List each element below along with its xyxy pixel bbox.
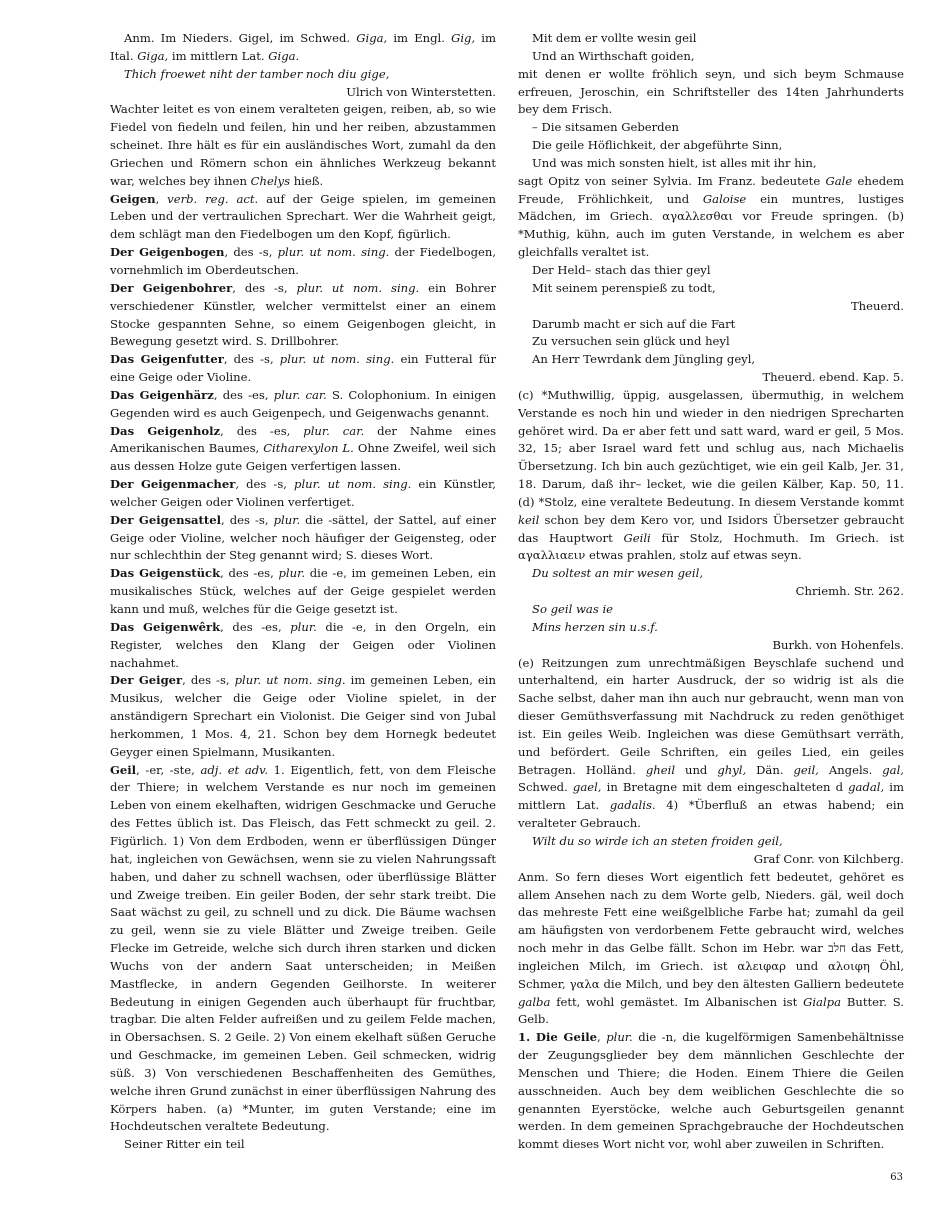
verse-line: Die geile Höflichkeit, der abgeführte Sinn, <box>532 138 783 153</box>
left-column <box>110 30 496 1154</box>
verse-line: An Herr Tewrdank dem Jüngling geyl, <box>532 352 756 367</box>
verse-line: Mit dem er vollte wesin geil <box>532 31 697 45</box>
verse-quote: So geil was ie <box>532 602 614 616</box>
entry-geigenmacher: Der Geigenmacher, des -s, plur. ut nom. sing. ein Künstler, welcher Geigen oder Violinen verfertiget. <box>110 477 496 509</box>
headword: Geil <box>110 762 137 777</box>
entry-geigensattel: Der Geigensattel, des -s, plur. die -sättel, der Sattel, auf einer Geige oder Violine, welcher noch häufiger der Geigensteg, oder nur schlechthin der Steg genannt wird; S. dieses Wort. <box>110 512 496 563</box>
verse-line: Zu versuchen sein glück und heyl <box>532 334 730 349</box>
etymology-note: Anm. Im Nieders. Gigel, im Schwed. Giga, im Engl. Gig, im Ital. Giga, im mittlern Lat. Giga. <box>110 31 496 63</box>
paragraph: mit denen er wollte fröhlich seyn, und sich beym Schmause erfreuen, Jeroschin, ein Schriftsteller des 14ten Jahrhunderts bey dem Frisch. <box>518 66 904 117</box>
verse-quote: Wilt du so wirde ich an steten froiden geil, <box>532 833 783 848</box>
verse-quote: Du soltest an mir wesen geil, <box>532 566 704 581</box>
verse-line: Und an Wirthschaft goiden, <box>532 48 695 63</box>
verse-line: Und was mich sonsten hielt, ist alles mit ihr hin, <box>532 155 817 170</box>
right-column <box>518 30 904 1154</box>
paragraph: (e) Reitzungen zum unrechtmäßigen Beyschlafe suchend und unterhaltend, ein harter Ausdruck, der so widrig ist als die Sache selbst, daher man ihn auch nur gebraucht, wenn man von dieser Gemüthsverfassung mit Nachdruck zu reden genöthiget ist. Ein geiles Weib. Ingleichen was diese Gemüthsart verräth, und befördert. Geile Schriften, ein geiles Lied, ein geiles Betragen. Holländ. gheil und ghyl, Dän. geil, Angels. gal, Schwed. gael, in Bretagne mit dem eingeschalteten d gadal, im mittlern Lat. gadalis. 4) *Überfluß an etwas habend; ein veralteter Gebrauch. <box>518 655 904 831</box>
headword: Das Geigenholz <box>110 423 221 438</box>
headword: Das Geigenfutter <box>110 352 224 367</box>
verse-source: Ulrich von Winterstetten. <box>346 84 496 99</box>
etymology-note: Anm. So fern dieses Wort eigentlich fett bedeutet, gehöret es allem Ansehen nach zu dem Worte gelb, Nieders. gäl, weil doch das mehreste Fett eine weißgelbliche Farbe hat; zumahl da geil am häufigsten von verdorbenem Fette gebraucht wird, welches noch mehr in das Gelbe fällt. Schon im Hebr. war חלב das Fett, ingleichen Milch, im Griech. ist αλειφαρ und αλοιφη Öhl, Schmer, γαλα die Milch, und bey den ältesten Galliern bedeutete galba fett, wohl gemästet. Im Albanischen ist Gialpa Butter. S. Gelb. <box>518 869 904 1027</box>
headword: Das Geigenwêrk <box>110 619 221 634</box>
entry-geigenstueck: Das Geigenstück, des -es, plur. die -e, im gemeinen Leben, ein musikalisches Stück, welches auf der Geige gespielet werden kann und muß, welches für die Geige gesetzt ist. <box>110 566 496 616</box>
entry-geigenhaerz: Das Geigenhärz, des -es, plur. car. S. Colophonium. In einigen Gegenden wird es auch Geigenpech, und Geigenwachs genannt. <box>110 387 497 420</box>
verse-line: Der Held– stach das thier geyl <box>532 262 711 277</box>
headword: Der Geigenmacher <box>110 477 236 492</box>
entry-geigenfutter: Das Geigenfutter, des -s, plur. ut nom. sing. ein Futteral für eine Geige oder Violine. <box>110 352 497 385</box>
verse-source: Chriemh. Str. 262. <box>795 584 904 599</box>
headword: Der Geigensattel <box>110 512 222 527</box>
paragraph: sagt Opitz von seiner Sylvia. Im Franz. bedeutete Gale ehedem Freude, Fröhlichkeit, und Galoise ein muntres, lustiges Mädchen, im Griech. αγαλλεσθαι vor Freude springen. (b) *Muthig, kühn, auch im guten Verstande, in welchem es aber gleichfalls veraltet ist. <box>518 173 904 260</box>
entry-geigenwerk: Das Geigenwêrk, des -es, plur. die -e, in den Orgeln, ein Register, welches den Klang der Geigen oder Violinen nachahmet. <box>110 619 497 670</box>
entry-geigenholz: Das Geigenholz, des -es, plur. car. der Nahme eines Amerikanischen Baumes, Citharexylon L. Ohne Zweifel, weil sich aus dessen Holze gute Geigen verfertigen lassen. <box>110 423 497 474</box>
verse-line: Seiner Ritter ein teil <box>124 1137 245 1152</box>
headword: Das Geigenhärz <box>110 387 214 402</box>
headword: 1. Die Geile <box>518 1030 598 1045</box>
entry-geiger: Der Geiger, des -s, plur. ut nom. sing. im gemeinen Leben, ein Musikus, welcher die Geige oder Violine spielet, in der anständigern Sprechart ein Violonist. Die Geiger sind von Jubal herkommen, 1 Mos. 4, 21. Schon bey dem Hornegk bedeutet Geyger einen Spielmann, Musikanten. <box>110 673 496 759</box>
etymology-paragraph: Wachter leitet es von einem veralteten geigen, reiben, ab, so wie Fiedel von fiedeln und feilen, hin und her reiben, abzustammen scheinet. Ihre hält es für ein ausländisches Wort, zumahl da den Griechen und Römern schon ein ähnliches Werkzeug bekannt war, welches bey ihnen Chelys hieß. <box>110 102 496 188</box>
page-number: 63 <box>890 1172 903 1183</box>
entry-geil: Geil, -er, -ste, adj. et adv. 1. Eigentlich, fett, von dem Fleische der Thiere; in welchem Verstande es nur noch im gemeinen Leben von einem ekelhaften, widrigen Geschmacke und Geruche des Fettes üblich ist. Das Fleisch, das Fett schmeckt zu geil. 2. Figürlich. 1) Von dem Erdboden, wenn er überflüssigen Dünger hat, ingleichen von Gewächsen, wenn sie zu vielen Nahrungssaft haben, und daher zu schnell wachsen, oder überflüssige Blätter und Zweige treiben. Ein geiler Boden, der sehr stark treibt. Die Saat wächst zu geil, zu schnell und zu dick. Die Bäume wachsen zu geil, wenn sie zu viele Blätter und Zweige treiben. Geile Flecke im Getreide, welche sich durch ihren starken und dicken Wuchs von der andern Saat unterscheiden; in Meißen Mastflecke, in andern Gegenden Geilhorste. In weiterer Bedeutung in einigen Gegenden auch überhaupt für fruchtbar, tragbar. Die alten Felder aufreißen und zu geilem Felde machen, in Obersachsen. S. 2 Geile. 2) Von einem ekelhaft süßen Geruche und Geschmacke, im gemeinen Leben. Geil schmecken, widrig süß. 3) Von verschiedenen Beschaffenheiten des Gemüthes, welche ihren Grund zunächst in einer überflüssigen Nahrung des Körpers haben. (a) *Munter, im guten Verstande; eine im Hochdeutschen veraltete Bedeutung. <box>110 762 496 1134</box>
verse-source: Burkh. von Hohenfels. <box>772 637 904 652</box>
headword: Der Geigenbogen <box>110 245 225 260</box>
verse-line: – Die sitsamen Geberden <box>532 120 679 135</box>
paragraph: (c) *Muthwillig, üppig, ausgelassen, übermuthig, in welchem Verstande es noch hin und wieder in den niedrigen Sprecharten gehöret wird. Da er aber fett und satt ward, ward er geil, 5 Mos. 32, 15; aber Israel ward fett und schlug aus, nach Michaelis Übersetzung. Ich bin auch gezüchtiget, wie ein geil Kalb, Jer. 31, 18. Darum, daß ihr– lecket, wie die geilen Kälber, Kap. 50, 11. (d) *Stolz, eine veraltete Bedeutung. In diesem Verstande kommt keil schon bey dem Kero vor, und Isidors Übersetzer gebraucht das Hauptwort Geili für Stolz, Hochmuth. Im Griech. ist αγαλλιαειν etwas prahlen, stolz auf etwas seyn. <box>518 387 904 563</box>
entry-geigenbohrer: Der Geigenbohrer, des -s, plur. ut nom. sing. ein Bohrer verschiedener Künstler, welcher vermittelst einer an einem Stocke gespannten Sehne, so einem Geigenbogen gleicht, in Bewegung gesetzt wird. S. Drillbohrer. <box>110 280 497 349</box>
verse-quote: Thich froewet niht der tamber noch diu gige, <box>124 66 390 81</box>
headword: Der Geiger <box>110 673 183 688</box>
headword: Geigen <box>110 191 156 206</box>
entry-geigenbogen: Der Geigenbogen, des -s, plur. ut nom. sing. der Fiedelbogen, vornehmlich im Oberdeutschen. <box>110 245 497 277</box>
verse-quote: Mins herzen sin u.s.f. <box>532 619 658 634</box>
entry-geigen: Geigen, verb. reg. act. auf der Geige spielen, im gemeinen Leben und der vertraulichen Sprechart. Wer die Wahrheit geigt, dem schlägt man den Fiedelbogen um den Kopf, figürlich. <box>110 191 496 242</box>
verse-source: Theuerd. <box>850 298 904 313</box>
headword: Der Geigenbohrer <box>110 280 233 295</box>
entry-geile: 1. Die Geile, plur. die -n, die kugelförmigen Samenbehältnisse der Zeugungsglieder bey dem männlichen Geschlechte der Menschen und Thiere; die Hoden. Einem Thiere die Geilen ausschneiden. Auch bey dem weiblichen Geschlechte die so genannten Eyerstöcke, welche auch Geburtsgeilen genannt werden. In dem gemeinen Sprachgebrauche der Hochdeutschen kommt dieses Wort nicht vor, wohl aber zuweilen in Schriften. <box>518 1030 904 1152</box>
verse-source: Theuerd. ebend. Kap. 5. <box>762 370 904 385</box>
verse-line: Mit seinem perenspieß zu todt, <box>532 280 716 295</box>
verse-source: Graf Conr. von Kilchberg. <box>753 851 904 866</box>
headword: Das Geigenstück <box>110 566 221 581</box>
verse-line: Darumb macht er sich auf die Fart <box>532 316 736 331</box>
